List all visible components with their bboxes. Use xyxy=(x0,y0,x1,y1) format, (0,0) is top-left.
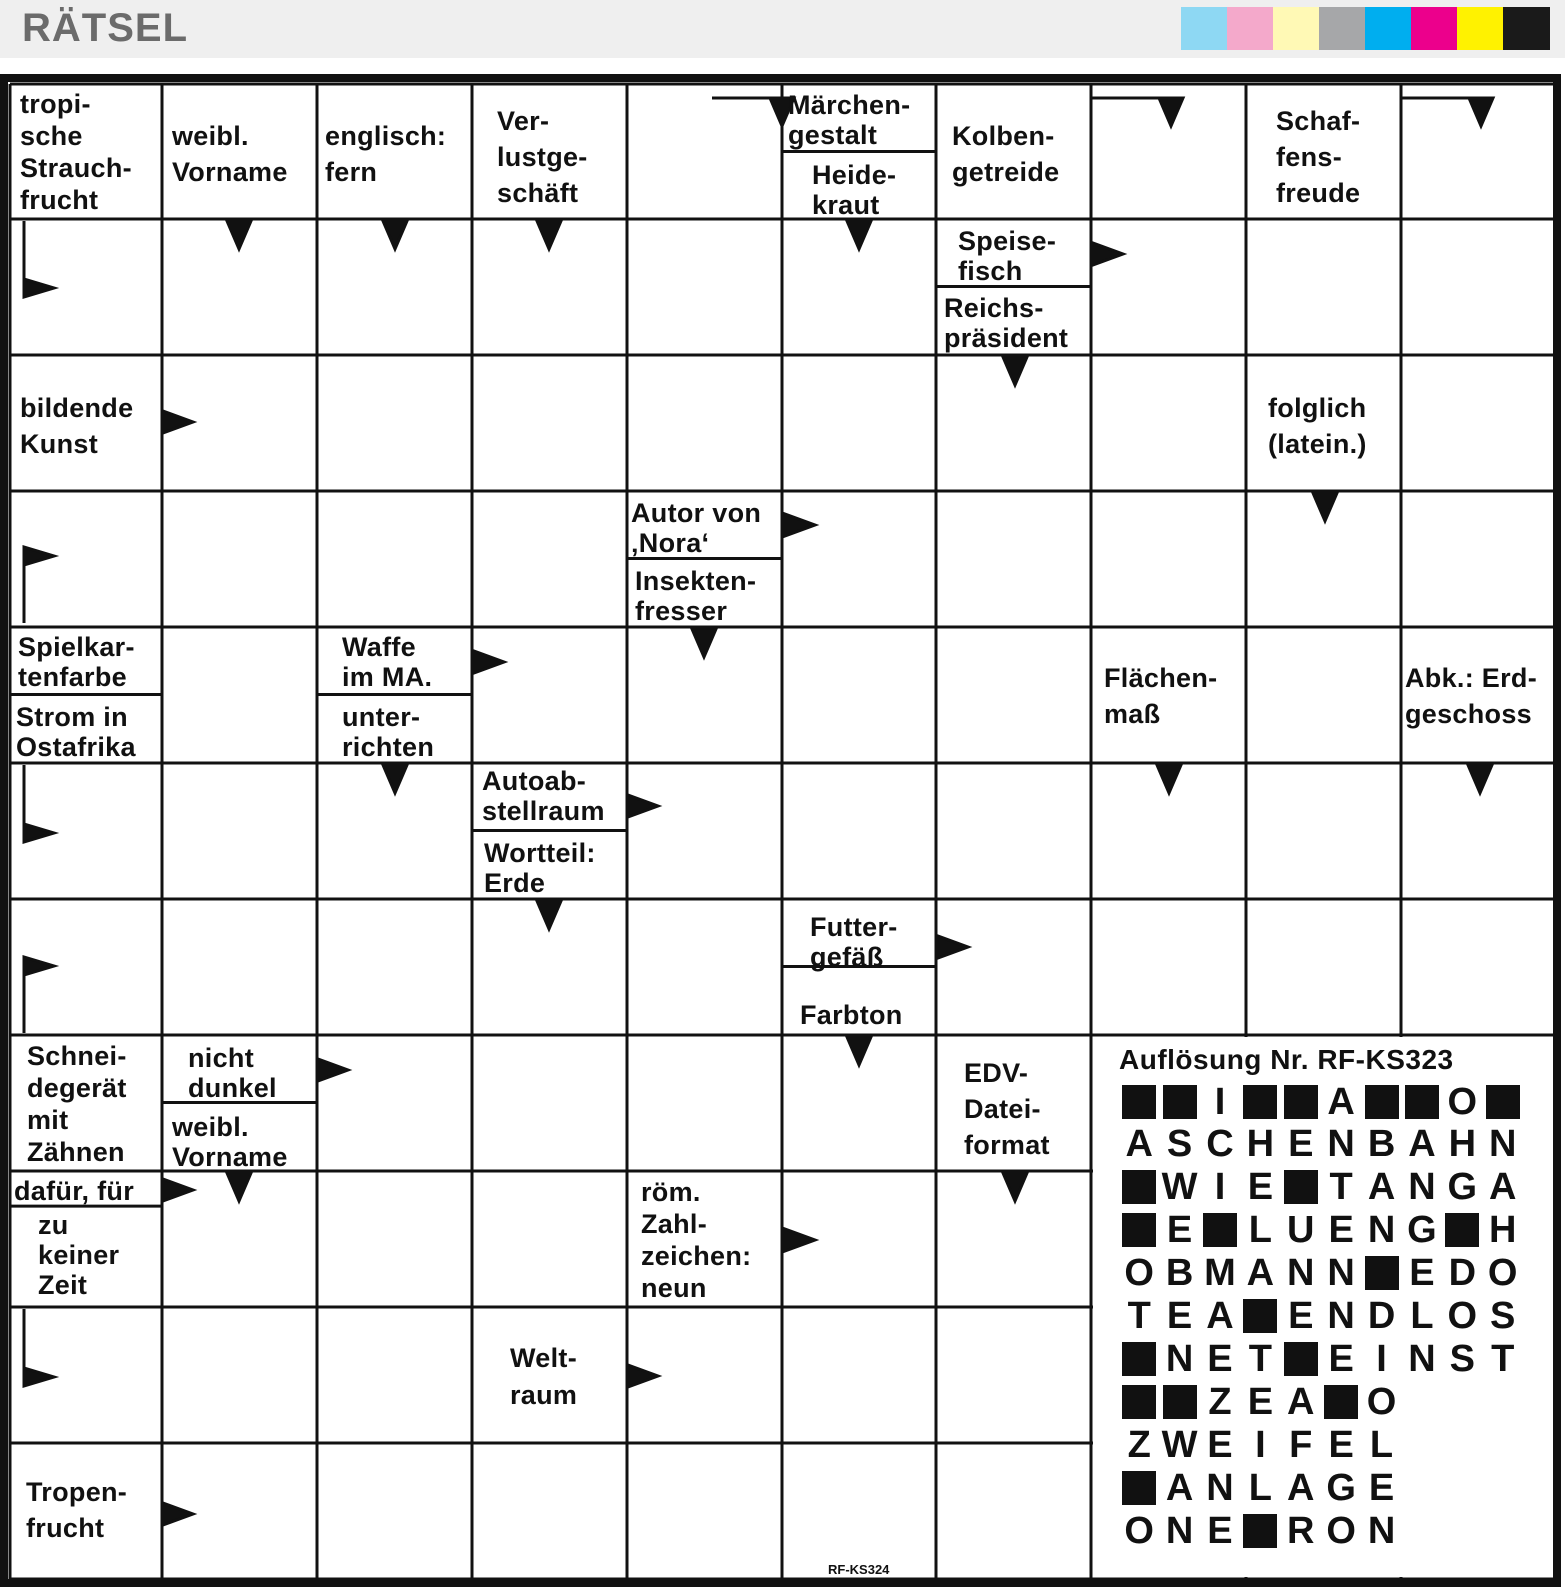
solution-letter: E xyxy=(1328,1208,1354,1251)
clue-c8 xyxy=(1276,103,1360,211)
solution-letter: O xyxy=(1447,1294,1478,1337)
black-square-icon xyxy=(1284,1342,1318,1376)
clue-line: Erde xyxy=(484,868,546,898)
solution-letter: B xyxy=(1165,1251,1194,1294)
solution-letter: L xyxy=(1248,1208,1272,1251)
clue-line: dunkel xyxy=(188,1073,277,1103)
clue-line: Autoab- xyxy=(482,766,587,796)
clue-line: Wortteil: xyxy=(484,838,596,868)
clue-line: Vorname xyxy=(172,1142,288,1172)
clue-line: (latein.) xyxy=(1268,429,1367,459)
solution-letter: A xyxy=(1206,1294,1234,1337)
puzzle-code: RF-KS324 xyxy=(828,1562,890,1577)
solution-letter: E xyxy=(1288,1294,1314,1337)
clue-c28 xyxy=(964,1055,1050,1163)
solution-letter: G xyxy=(1447,1165,1478,1208)
clue-c14 xyxy=(635,566,756,626)
solution-block xyxy=(1119,1382,1159,1422)
clue-line: fens- xyxy=(1276,142,1343,172)
black-square-icon xyxy=(1445,1213,1479,1247)
solution-letter: E xyxy=(1409,1251,1435,1294)
black-square-icon xyxy=(1122,1085,1156,1119)
solution-letter: M xyxy=(1204,1251,1236,1294)
clue-line: gestalt xyxy=(788,120,878,150)
clue-line: keiner xyxy=(38,1240,120,1270)
solution-letter: N xyxy=(1327,1251,1355,1294)
clue-c7 xyxy=(952,118,1059,190)
solution-letter: B xyxy=(1367,1122,1396,1165)
solution-letter: H xyxy=(1488,1208,1517,1251)
clue-line: Datei- xyxy=(964,1094,1041,1124)
clue-line: Zeit xyxy=(38,1270,88,1300)
black-square-icon xyxy=(1405,1085,1439,1119)
solution-letter: E xyxy=(1368,1466,1395,1509)
clue-line: Schnei- xyxy=(27,1041,127,1071)
solution-letter: A xyxy=(1408,1122,1436,1165)
black-square-icon xyxy=(1243,1299,1277,1333)
solution-letter: U xyxy=(1287,1208,1315,1251)
clue-line: Futter- xyxy=(810,912,898,942)
clue-c21 xyxy=(482,766,605,826)
clue-line: degerät xyxy=(27,1073,127,1103)
solution-letter: E xyxy=(1288,1122,1314,1165)
clue-line: stellraum xyxy=(482,796,605,826)
clue-line: mit xyxy=(27,1105,69,1135)
solution-row xyxy=(1119,1253,1523,1293)
solution-letter: O xyxy=(1326,1509,1356,1552)
solution-letter: S xyxy=(1166,1122,1193,1165)
solution-letter: R xyxy=(1287,1509,1315,1552)
solution-letter: N xyxy=(1165,1509,1194,1552)
clue-line: Märchen- xyxy=(788,90,911,120)
clue-line: Farbton xyxy=(800,1000,903,1030)
clue-line: bildende xyxy=(20,393,134,423)
black-square-icon xyxy=(1324,1385,1358,1419)
solution-letter: O xyxy=(1447,1080,1478,1123)
black-square-icon xyxy=(1122,1385,1156,1419)
clue-c17 xyxy=(342,632,432,692)
solution-letter: Z xyxy=(1127,1423,1151,1466)
clue-line: fern xyxy=(325,157,378,187)
clue-line: Waffe xyxy=(342,632,416,662)
solution-letter: E xyxy=(1207,1423,1233,1466)
solution-letter: N xyxy=(1367,1208,1396,1251)
solution-letter: N xyxy=(1408,1165,1436,1208)
solution-letter: A xyxy=(1488,1165,1517,1208)
clue-c32 xyxy=(510,1340,577,1414)
clue-line: Autor von xyxy=(631,498,762,528)
clue-line: Welt- xyxy=(510,1343,577,1373)
solution-letter: Z xyxy=(1208,1380,1232,1423)
solution-block xyxy=(1159,1382,1199,1422)
clue-c26 xyxy=(188,1043,277,1103)
clue-line: unter- xyxy=(342,702,421,732)
solution-row xyxy=(1119,1210,1523,1250)
black-square-icon xyxy=(1163,1085,1197,1119)
solution-block xyxy=(1240,1511,1280,1551)
clue-line: Speise- xyxy=(958,226,1057,256)
clue-line: weibl. xyxy=(172,121,249,151)
clue-line: dafür, für xyxy=(14,1176,135,1206)
clue-line: geschoss xyxy=(1405,699,1532,729)
solution-letter: E xyxy=(1207,1337,1233,1380)
black-square-icon xyxy=(1284,1170,1318,1204)
clue-c6 xyxy=(812,160,896,220)
clue-line: Zahl- xyxy=(641,1209,707,1239)
clue-c12 xyxy=(1268,390,1367,462)
clue-line: EDV- xyxy=(964,1058,1029,1088)
solution-letter: F xyxy=(1289,1423,1313,1466)
black-square-icon xyxy=(1365,1085,1399,1119)
clue-c4 xyxy=(497,103,588,211)
clue-line: röm. xyxy=(641,1177,701,1207)
solution-row xyxy=(1119,1082,1523,1122)
black-square-icon xyxy=(1122,1170,1156,1204)
solution-letter: C xyxy=(1206,1122,1234,1165)
solution-letter: E xyxy=(1247,1380,1274,1423)
clue-c30 xyxy=(38,1210,119,1300)
solution-block xyxy=(1281,1339,1321,1379)
solution-letter: E xyxy=(1166,1294,1193,1337)
solution-letter: I xyxy=(1214,1165,1226,1208)
solution-block xyxy=(1361,1082,1401,1122)
solution-letter: A xyxy=(1367,1165,1396,1208)
clue-line: Abk.: Erd- xyxy=(1405,663,1538,693)
clue-line: frucht xyxy=(26,1513,105,1543)
solution-panel xyxy=(1105,1044,1545,1552)
solution-letter: L xyxy=(1410,1294,1434,1337)
solution-letter: L xyxy=(1369,1423,1394,1466)
solution-row xyxy=(1119,1339,1523,1379)
clue-c15 xyxy=(18,632,135,692)
clue-line: ‚Nora‘ xyxy=(631,528,710,558)
solution-row xyxy=(1119,1468,1402,1508)
solution-row xyxy=(1119,1382,1402,1422)
clue-line: Flächen- xyxy=(1104,663,1218,693)
clue-line: neun xyxy=(641,1273,707,1303)
solution-letter: T xyxy=(1329,1165,1353,1208)
solution-row xyxy=(1119,1425,1402,1465)
clue-c2 xyxy=(172,118,288,190)
solution-letter: A xyxy=(1287,1466,1315,1509)
clue-line: Vorname xyxy=(172,157,288,187)
clue-line: Tropen- xyxy=(26,1477,128,1507)
clue-c23 xyxy=(810,912,898,972)
solution-letter: A xyxy=(1287,1380,1315,1423)
solution-letter: A xyxy=(1246,1251,1275,1294)
clue-c20 xyxy=(1405,660,1537,732)
solution-block xyxy=(1119,1082,1159,1122)
clue-line: gefäß xyxy=(810,942,884,972)
solution-letter: W xyxy=(1161,1165,1198,1208)
solution-letter: N xyxy=(1287,1251,1315,1294)
clue-line: Zähnen xyxy=(27,1137,125,1167)
solution-letter: O xyxy=(1124,1509,1154,1552)
solution-letter: A xyxy=(1327,1080,1355,1123)
clue-line: weibl. xyxy=(172,1112,249,1142)
clue-line: frucht xyxy=(20,185,99,215)
clue-c16 xyxy=(16,702,136,762)
solution-block xyxy=(1240,1296,1280,1336)
clue-line: zeichen: xyxy=(641,1241,752,1271)
solution-letter: O xyxy=(1124,1251,1154,1294)
solution-letter: G xyxy=(1407,1208,1437,1251)
solution-letter: A xyxy=(1125,1122,1153,1165)
black-square-icon xyxy=(1365,1256,1399,1290)
clue-line: fisch xyxy=(958,256,1023,286)
clue-c3 xyxy=(325,118,446,190)
solution-letter: D xyxy=(1367,1294,1396,1337)
clue-line: Strauch- xyxy=(20,153,132,183)
solution-block xyxy=(1483,1082,1523,1122)
solution-letter: N xyxy=(1408,1337,1436,1380)
clue-line: Heide- xyxy=(812,160,897,190)
solution-block xyxy=(1281,1167,1321,1207)
solution-row xyxy=(1119,1124,1523,1164)
clue-line: Strom in xyxy=(16,702,128,732)
solution-block xyxy=(1361,1253,1401,1293)
clue-line: tenfarbe xyxy=(18,662,127,692)
solution-letter: W xyxy=(1161,1423,1198,1466)
solution-letter: E xyxy=(1207,1509,1233,1552)
clue-c19 xyxy=(1104,660,1217,732)
solution-letter: D xyxy=(1448,1251,1477,1294)
solution-letter: N xyxy=(1488,1122,1517,1165)
clue-line: Insekten- xyxy=(635,566,757,596)
clue-line: raum xyxy=(510,1380,578,1410)
clue-c31 xyxy=(641,1176,751,1304)
solution-block xyxy=(1119,1210,1159,1250)
clue-line: maß xyxy=(1104,699,1161,729)
solution-letter: E xyxy=(1328,1337,1354,1380)
solution-letter: N xyxy=(1327,1294,1355,1337)
solution-block xyxy=(1442,1210,1482,1250)
solution-letter: A xyxy=(1165,1466,1194,1509)
clue-line: getreide xyxy=(952,157,1060,187)
solution-letter: S xyxy=(1449,1337,1475,1380)
clue-c27 xyxy=(172,1112,288,1172)
black-square-icon xyxy=(1486,1085,1520,1119)
black-square-icon xyxy=(1243,1514,1277,1548)
black-square-icon xyxy=(1122,1213,1156,1247)
solution-letter: S xyxy=(1490,1294,1516,1337)
clue-line: format xyxy=(964,1130,1050,1160)
solution-letter: E xyxy=(1166,1208,1193,1251)
solution-letter: N xyxy=(1367,1509,1396,1552)
clue-line: kraut xyxy=(812,190,880,220)
clue-line: lustge- xyxy=(497,142,588,172)
clue-c22 xyxy=(484,838,596,898)
clue-c5 xyxy=(788,90,910,150)
clue-line: Schaf- xyxy=(1276,106,1361,136)
solution-letter: E xyxy=(1247,1165,1274,1208)
solution-block xyxy=(1281,1082,1321,1122)
clue-line: folglich xyxy=(1268,393,1367,423)
clue-line: Spielkar- xyxy=(18,632,135,662)
clue-line: tropi- xyxy=(20,89,91,119)
solution-block xyxy=(1321,1382,1361,1422)
clue-c18 xyxy=(342,702,434,762)
clue-c9 xyxy=(958,226,1056,286)
clue-c1 xyxy=(20,88,132,216)
clue-line: im MA. xyxy=(342,662,433,692)
solution-letter: O xyxy=(1366,1380,1397,1423)
solution-block xyxy=(1402,1082,1442,1122)
black-square-icon xyxy=(1203,1213,1237,1247)
solution-letter: I xyxy=(1214,1080,1226,1123)
solution-block xyxy=(1240,1082,1280,1122)
solution-letter: E xyxy=(1328,1423,1354,1466)
solution-block xyxy=(1119,1468,1159,1508)
solution-row xyxy=(1119,1167,1523,1207)
clue-line: nicht xyxy=(188,1043,254,1073)
solution-block xyxy=(1200,1210,1240,1250)
clue-line: freude xyxy=(1276,178,1361,208)
clue-line: Reichs- xyxy=(944,293,1044,323)
clue-line: sche xyxy=(20,121,83,151)
solution-letter: N xyxy=(1327,1122,1355,1165)
solution-block xyxy=(1119,1167,1159,1207)
clue-line: Ostafrika xyxy=(16,732,136,762)
black-square-icon xyxy=(1122,1471,1156,1505)
solution-title: Auflösung Nr. RF-KS323 xyxy=(1119,1044,1454,1075)
solution-letter: H xyxy=(1246,1122,1275,1165)
clue-c10 xyxy=(944,293,1068,353)
clue-c24 xyxy=(800,1000,903,1030)
solution-block xyxy=(1119,1339,1159,1379)
clue-line: präsident xyxy=(944,323,1069,353)
solution-row xyxy=(1119,1511,1402,1551)
solution-letter: N xyxy=(1206,1466,1234,1509)
clue-c29 xyxy=(14,1176,134,1206)
page-title: RÄTSEL xyxy=(22,6,188,50)
clue-line: Ver- xyxy=(497,106,550,136)
solution-letter: I xyxy=(1376,1337,1387,1380)
solution-row xyxy=(1119,1296,1523,1336)
clue-line: zu xyxy=(38,1210,69,1240)
solution-letter: O xyxy=(1487,1251,1518,1294)
solution-letter: T xyxy=(1127,1294,1151,1337)
solution-letter: L xyxy=(1248,1466,1272,1509)
solution-letter: G xyxy=(1326,1466,1356,1509)
clue-c11 xyxy=(20,390,133,462)
black-square-icon xyxy=(1122,1342,1156,1376)
black-square-icon xyxy=(1243,1085,1277,1119)
clue-c25 xyxy=(27,1040,127,1168)
solution-letter: N xyxy=(1165,1337,1194,1380)
clue-line: Kunst xyxy=(20,429,98,459)
solution-block xyxy=(1159,1082,1199,1122)
clue-line: schäft xyxy=(497,178,579,208)
black-square-icon xyxy=(1163,1385,1197,1419)
solution-letter: T xyxy=(1248,1337,1272,1380)
clue-line: richten xyxy=(342,732,435,762)
solution-letter: I xyxy=(1255,1423,1266,1466)
clue-c33 xyxy=(26,1474,127,1546)
clue-c13 xyxy=(631,498,761,558)
solution-letter: T xyxy=(1491,1337,1515,1380)
clue-line: englisch: xyxy=(325,121,447,151)
solution-letter: H xyxy=(1448,1122,1477,1165)
clue-line: fresser xyxy=(635,596,728,626)
clue-line: Kolben- xyxy=(952,121,1055,151)
black-square-icon xyxy=(1284,1085,1318,1119)
